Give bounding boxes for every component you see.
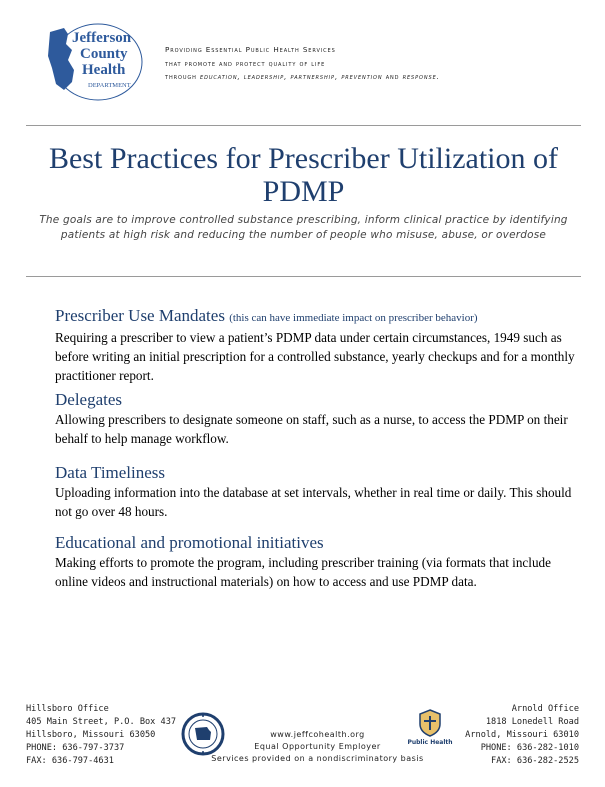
office-fax: FAX: 636-282-2525: [491, 756, 579, 766]
footer-arnold-office: [465, 703, 579, 768]
section-delegates: [55, 390, 575, 448]
page-subtitle: The goals are to improve controlled substance prescribing, inform clinical practice by identifying patients at high risk and reducing the number of people who misuse, abuse, or overdose: [39, 214, 568, 241]
section-heading: Data Timeliness: [55, 463, 166, 482]
tagline-line-3: through education, leadership, partnership, prevention and response.: [165, 72, 440, 81]
section-body: Requiring a prescriber to view a patient’s PDMP data under certain circumstances, 1949 such as before writing an initial prescription for a controlled substance, yearly checkups and for a monthly practitioner report.: [55, 330, 575, 383]
section-body: Allowing prescribers to designate someone on staff, such as a nurse, to access the PDMP on their behalf to help manage workflow.: [55, 412, 568, 446]
section-body: Uploading information into the database at set intervals, whether in real time or daily. This should not go over 48 hours.: [55, 485, 572, 519]
nondiscrimination-text: Services provided on a nondiscriminatory basis: [211, 754, 424, 763]
office-phone: PHONE: 636-282-1010: [480, 743, 579, 753]
section-body: Making efforts to promote the program, including prescriber training (via formats that include online videos and instructional materials) on how to access and use PDMP data.: [55, 555, 551, 589]
tagline-line-2: that promote and protect quality of life: [165, 58, 326, 68]
section-heading: Educational and promotional initiatives: [55, 533, 324, 552]
logo-text-health: Health: [82, 62, 126, 78]
logo-text-department: DEPARTMENT: [88, 82, 131, 89]
office-city: Arnold, Missouri 63010: [465, 730, 579, 740]
section-prescriber-use-mandates: [55, 306, 575, 385]
tagline: [165, 43, 440, 84]
office-phone: PHONE: 636-797-3737: [26, 743, 125, 753]
bottom-divider: [26, 276, 581, 277]
public-health-logo-text: Public Health: [407, 739, 453, 746]
office-fax: FAX: 636-797-4631: [26, 756, 114, 766]
logo-text-jefferson: Jefferson: [72, 30, 132, 46]
section-heading: Delegates: [55, 390, 123, 409]
equal-opportunity-text: Equal Opportunity Employer: [254, 742, 381, 751]
public-health-logo: [407, 708, 453, 748]
section-heading: Prescriber Use Mandates (this can have immediate impact on prescriber behavior): [55, 306, 478, 325]
top-divider: [26, 125, 581, 126]
logo-text-county: County: [80, 46, 128, 62]
office-street: 405 Main Street, P.O. Box 437: [26, 717, 177, 727]
office-street: 1818 Lonedell Road: [485, 717, 579, 727]
office-city: Hillsboro, Missouri 63050: [26, 730, 156, 740]
office-name: Hillsboro Office: [26, 704, 109, 714]
jefferson-county-health-logo: [46, 20, 146, 106]
website-link[interactable]: www.jeffcohealth.org: [270, 730, 365, 739]
page-title: Best Practices for Prescriber Utilization of PDMP: [48, 142, 558, 208]
tagline-line-1: Providing Essential Public Health Services: [165, 45, 336, 54]
office-name: Arnold Office: [511, 704, 579, 714]
footer-hillsboro-office: [26, 703, 176, 768]
section-data-timeliness: [55, 463, 575, 521]
section-heading-note: (this can have immediate impact on prescriber behavior): [229, 312, 478, 324]
section-educational-initiatives: [55, 533, 575, 591]
